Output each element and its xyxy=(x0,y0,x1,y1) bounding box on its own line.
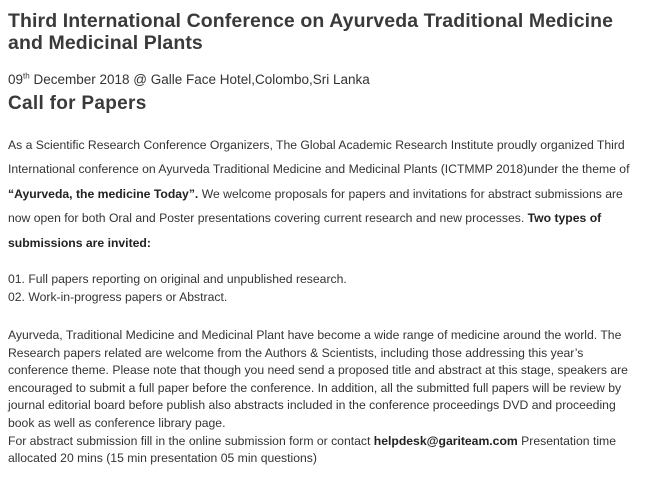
call-for-papers-heading: Call for Papers xyxy=(8,93,147,114)
list-item: 01. Full papers reporting on original and unpublished research. xyxy=(8,272,347,287)
contact-paragraph xyxy=(8,433,642,468)
list-item: 02. Work-in-progress papers or Abstract. xyxy=(8,289,228,304)
conference-title: Third International Conference on Ayurveda Traditional Medicine and Medicinal Plants xyxy=(8,10,614,54)
intro-text-1: As a Scientific Research Conference Organizers, The Global Academic Research Institute proudly organized Third International conference on Ayurveda Traditional Medicine and Medicinal Plants (ICTMMP 2018)under the theme of xyxy=(8,138,630,177)
event-date-venue xyxy=(8,72,642,88)
intro-text-2: We welcome proposals for papers and invitations for abstract submissions are now open for both Oral and Poster presentations covering current research and new processes. xyxy=(8,186,623,226)
intro-paragraph xyxy=(8,133,642,255)
conference-theme: “Ayurveda, the medicine Today”. xyxy=(8,186,199,201)
contact-prefix: For abstract submission fill in the online submission form or contact xyxy=(8,433,374,448)
contact-suffix: Presentation time allocated 20 mins (15 min presentation 05 min questions) xyxy=(8,433,616,466)
event-date-rest: December 2018 @ Galle Face Hotel,Colombo,Sri Lanka xyxy=(29,72,370,87)
submission-types-list xyxy=(8,271,642,306)
event-day: 09 xyxy=(8,72,24,87)
event-day-suffix: th xyxy=(23,71,30,81)
description-paragraph: Ayurveda, Traditional Medicine and Medicinal Plant have become a wide range of medicine around the world. The Research papers related are welcome from the Authors & Scientists, including those addressing this year’s conference theme. Please note that though you need send a proposed title and abstract at this stage, speakers are encouraged to submit a full paper before the conference. In addition, all the submitted full papers will be review by journal editorial board before publish also abstracts included in the conference proceedings DVD and proceeding book as well as conference library page. xyxy=(8,328,628,430)
helpdesk-email[interactable]: helpdesk@gariteam.com xyxy=(373,433,518,448)
submission-types-lead: Two types of submissions are invited: xyxy=(8,211,602,250)
